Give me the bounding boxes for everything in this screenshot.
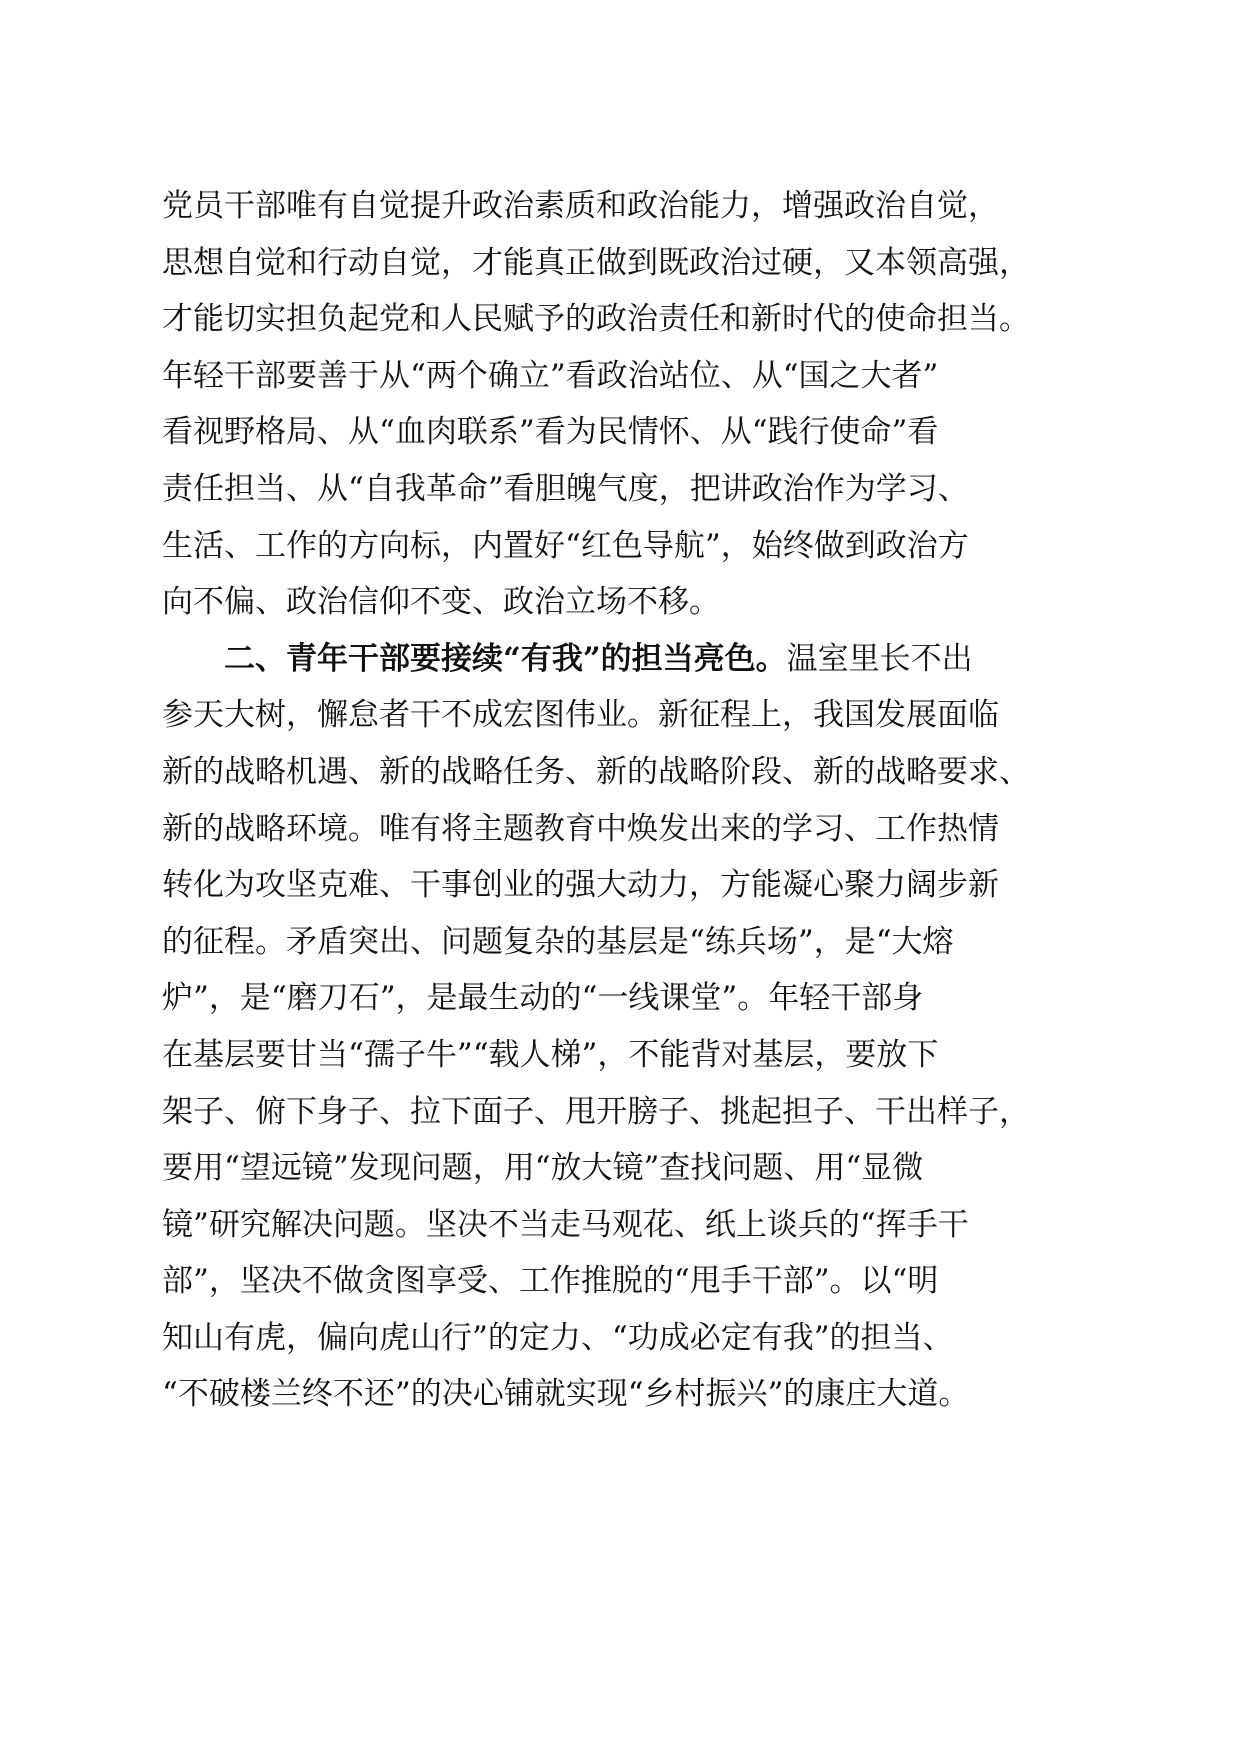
line-text: 温室里长不出 bbox=[786, 640, 973, 677]
text-line bbox=[162, 1140, 1082, 1197]
text-line bbox=[162, 970, 1082, 1027]
line-text: 炉”，是“磨刀石”，是最生动的“一线课堂”。年轻干部身 bbox=[162, 980, 924, 1017]
line-text: 责任担当、从“自我革命”看胆魄气度，把讲政治作为学习、 bbox=[162, 470, 969, 507]
line-text: “不破楼兰终不还”的决心铺就实现“乡村振兴”的康庄大道。 bbox=[162, 1376, 970, 1413]
text-line bbox=[162, 744, 1082, 801]
line-text: 的征程。矛盾突出、问题复杂的基层是“练兵场”，是“大熔 bbox=[162, 923, 954, 960]
text-line bbox=[162, 1366, 1082, 1423]
text-line bbox=[162, 1310, 1082, 1367]
text-line bbox=[162, 574, 1082, 631]
text-line bbox=[162, 1027, 1082, 1084]
text-line bbox=[162, 235, 1082, 292]
line-text: 党员干部唯有自觉提升政治素质和政治能力，增强政治自觉， bbox=[162, 188, 999, 224]
section-heading: 二、青年干部要接续“有我”的担当亮色。 bbox=[224, 640, 787, 677]
text-line bbox=[162, 291, 1082, 348]
text-line bbox=[162, 404, 1082, 461]
text-line bbox=[162, 178, 1082, 235]
line-text: 看视野格局、从“血肉联系”看为民情怀、从“践行使命”看 bbox=[162, 414, 939, 451]
line-text: 向不偏、政治信仰不变、政治立场不移。 bbox=[162, 584, 720, 621]
line-text: 架子、俯下身子、拉下面子、甩开膀子、挑起担子、干出样子， bbox=[162, 1093, 1030, 1130]
text-line bbox=[162, 914, 1082, 971]
line-text: 才能切实担负起党和人民赋予的政治责任和新时代的使命担当。 bbox=[162, 301, 1030, 338]
line-text: 要用“望远镜”发现问题，用“放大镜”查找问题、用“显微 bbox=[162, 1150, 924, 1187]
line-text: 在基层要甘当“孺子牛”“载人梯”，不能背对基层，要放下 bbox=[162, 1036, 939, 1073]
text-line bbox=[162, 1253, 1082, 1310]
body-text bbox=[162, 178, 1082, 1423]
text-line bbox=[162, 687, 1082, 744]
text-line bbox=[162, 1197, 1082, 1254]
text-line bbox=[162, 518, 1082, 575]
line-text: 生活、工作的方向标，内置好“红色导航”，始终做到政治方 bbox=[162, 527, 969, 564]
line-text: 思想自觉和行动自觉，才能真正做到既政治过硬，又本领高强， bbox=[162, 244, 1030, 281]
line-text: 镜”研究解决问题。坚决不当走马观花、纸上谈兵的“挥手干 bbox=[162, 1206, 969, 1243]
line-text: 新的战略环境。唯有将主题教育中焕发出来的学习、工作热情 bbox=[162, 810, 999, 847]
text-line bbox=[162, 348, 1082, 405]
line-text: 参天大树，懈怠者干不成宏图伟业。新征程上，我国发展面临 bbox=[162, 697, 999, 734]
line-text: 转化为攻坚克难、干事创业的强大动力，方能凝心聚力阔步新 bbox=[162, 867, 999, 904]
text-line bbox=[162, 1084, 1082, 1141]
line-text: 新的战略机遇、新的战略任务、新的战略阶段、新的战略要求、 bbox=[162, 753, 1030, 790]
text-line bbox=[162, 857, 1082, 914]
line-text: 知山有虎，偏向虎山行”的定力、“功成必定有我”的担当、 bbox=[162, 1319, 954, 1356]
section-heading-line bbox=[162, 631, 1082, 688]
text-line bbox=[162, 801, 1082, 858]
line-text: 部”，坚决不做贪图享受、工作推脱的“甩手干部”。以“明 bbox=[162, 1263, 939, 1300]
line-text: 年轻干部要善于从“两个确立”看政治站位、从“国之大者” bbox=[162, 357, 939, 394]
text-line bbox=[162, 461, 1082, 518]
